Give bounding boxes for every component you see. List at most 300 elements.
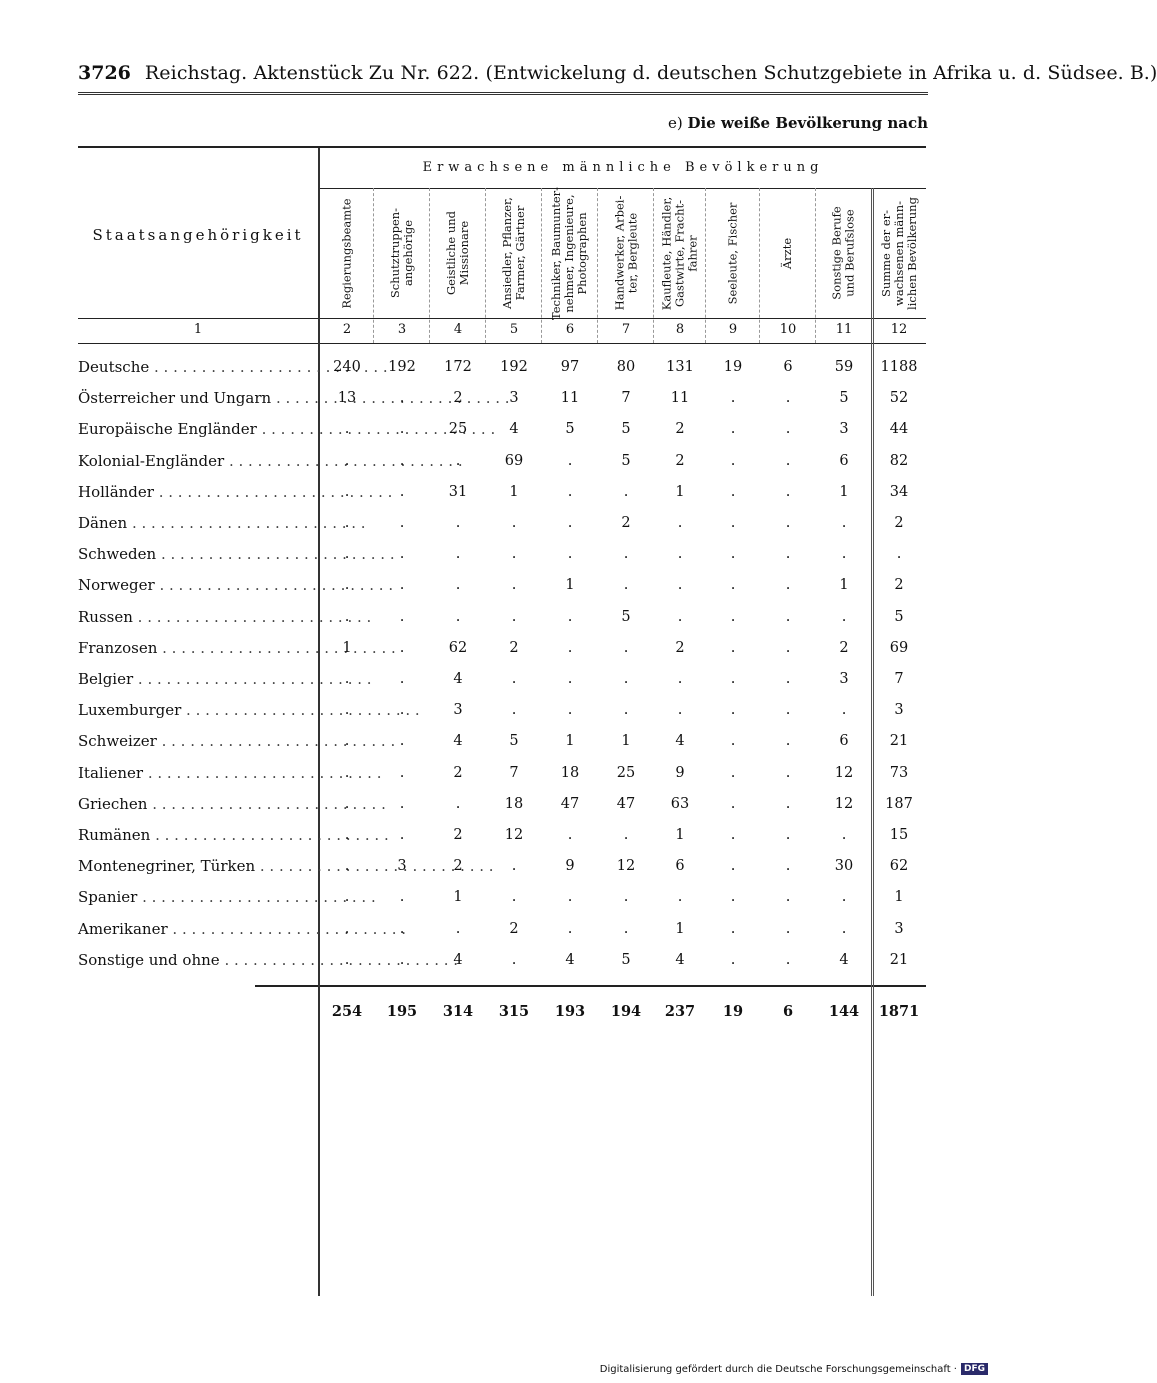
table-cell: . [399,920,405,937]
column-number: 3 [397,322,407,337]
table-cell: 1 [621,733,631,750]
table-cell: 6 [839,452,849,469]
table-row [0,607,1000,638]
row-label-text: Belgier [78,670,134,688]
table-cell: . [511,702,517,719]
row-label-text: Luxemburger [78,701,182,720]
row-label-text: Montenegriner, Türken [78,857,256,876]
column-heading [816,190,872,316]
column-number: 11 [835,322,853,337]
row-label-text: Schweizer [78,732,157,751]
table-cell: 18 [504,795,524,812]
row-label [78,357,308,377]
table-cell: . [896,546,902,563]
table-cell: . [785,889,791,906]
table-cell: . [567,483,573,500]
table-cell: 12 [616,858,636,875]
row-label [78,575,308,595]
table-cell: 2 [621,515,631,531]
table-cell: . [785,951,791,968]
table-cell: . [785,452,791,469]
table-cell: . [455,515,461,531]
total-cell: 237 [664,1003,696,1020]
table-cell: . [399,702,405,719]
table-cell: . [399,639,405,656]
column-heading [654,190,706,316]
table-row [0,513,1000,544]
dfg-logo: DFG [961,1363,988,1375]
table-cell: . [730,608,736,625]
table-row [0,669,1000,700]
table-cell: 4 [453,951,463,968]
table-cell: 4 [453,733,463,750]
column-divider [373,188,374,343]
table-cell: . [730,920,736,937]
table-cell: . [730,671,736,687]
table-cell: . [567,452,573,469]
table-row [0,544,1000,575]
page-number: 3726 [78,62,131,84]
table-cell: . [511,546,517,563]
table-cell: . [567,515,573,531]
group-heading: Erwachsene männliche Bevölkerung [422,160,824,175]
table-cell: . [677,889,683,906]
table-cell: . [399,764,405,781]
table-cell: 2 [453,764,463,781]
table-cell: . [785,608,791,625]
table-cell: . [785,764,791,781]
table-cell: . [399,421,405,438]
table-cell: 4 [509,421,519,438]
row-label-text: Franzosen [78,638,158,657]
table-row [0,700,1000,731]
table-cell: . [677,546,683,563]
table-cell: . [511,951,517,968]
table-cell: 69 [504,452,524,469]
column-number-rule [78,343,926,344]
row-label-text: Italiener [78,763,144,782]
table-cell: . [785,390,791,407]
table-row [0,731,1000,762]
table-cell: 2 [894,515,904,531]
table-cell: 4 [675,951,685,968]
row-label [78,482,308,502]
table-cell: 62 [448,639,468,656]
table-cell: . [730,452,736,469]
column-heading [320,190,374,316]
table-cell: 1 [839,577,849,594]
table-cell: . [841,546,847,563]
table-cell: 2 [894,577,904,594]
table-cell: . [730,889,736,906]
table-cell: . [785,733,791,750]
table-cell: 2 [675,421,685,438]
table-cell: . [455,795,461,812]
table-cell: 5 [839,390,849,407]
column-number: 6 [565,322,575,337]
table-cell: 59 [834,359,854,375]
row-label-text: Rumänen [78,826,151,844]
footer-text: Digitalisierung gefördert durch die Deutsche Forschungsgemeinschaft · [599,1363,957,1375]
table-top-rule [78,146,926,148]
table-cell: . [511,515,517,531]
column-heading [598,190,654,316]
table-cell: . [399,577,405,594]
table-cell: 21 [889,733,909,750]
row-label [78,419,308,439]
totals-rule [255,985,926,987]
table-cell: 4 [453,671,463,687]
table-cell: . [841,827,847,843]
row-label [78,763,308,783]
footer [600,1363,988,1375]
row-label [78,856,308,876]
table-cell: 69 [889,639,909,656]
table-cell: 1 [565,577,575,594]
table-cell: 19 [723,359,743,375]
table-cell: . [623,639,629,656]
column-number: 10 [779,322,797,337]
row-label [78,638,308,658]
table-cell: 63 [670,795,690,812]
table-cell: 31 [448,483,468,500]
column-heading [486,190,542,316]
row-label-text: Österreicher und Ungarn [78,389,272,408]
row-label [78,887,308,907]
table-cell: . [399,452,405,469]
table-cell: 5 [621,951,631,968]
table-cell: . [344,920,350,937]
total-cell: 254 [331,1003,363,1020]
column-heading-rule [78,318,926,319]
table-cell: . [677,608,683,625]
column-number: 12 [890,322,908,337]
table-cell: . [785,546,791,563]
table-row [0,357,1000,388]
table-cell: . [730,951,736,968]
row-label [78,825,308,845]
table-row [0,388,1000,419]
table-cell: . [677,702,683,719]
table-cell: . [785,795,791,812]
table-cell: 4 [839,951,849,968]
table-cell: 30 [834,858,854,875]
table-cell: . [344,671,350,687]
table-cell: 1188 [880,359,918,375]
table-cell: . [344,764,350,781]
table-cell: 1 [342,639,352,656]
table-cell: 5 [621,421,631,438]
column-number: 9 [728,322,738,337]
column-heading [872,190,926,316]
table-cell: . [455,452,461,469]
table-cell: . [344,483,350,500]
table-cell: 97 [560,359,580,375]
table-row [0,919,1000,950]
table-cell: 3 [839,421,849,438]
table-cell: . [730,795,736,812]
column-divider [541,188,542,343]
column-divider [871,188,874,1296]
table-cell: 18 [560,764,580,781]
table-row [0,638,1000,669]
table-cell: . [567,639,573,656]
column-divider [429,188,430,343]
column-number: 7 [621,322,631,337]
table-cell: 2 [839,639,849,656]
table-cell: 9 [565,858,575,875]
column-divider [815,188,816,343]
table-cell: . [841,889,847,906]
table-cell: 3 [453,702,463,719]
table-cell: 3 [894,920,904,937]
table-cell: . [344,702,350,719]
page-header [78,62,1157,90]
table-cell: . [567,546,573,563]
column-number: 5 [509,322,519,337]
table-cell: 34 [889,483,909,500]
table-cell: . [623,671,629,687]
row-label [78,731,308,751]
header-rule [78,92,928,95]
table-cell: 5 [509,733,519,750]
row-label [78,607,308,627]
column-number: 4 [453,322,463,337]
column-heading-text: Summe der er- wachsenen männ- lichen Bevölkerung [878,196,919,310]
table-cell: 2 [453,390,463,407]
table-cell: . [785,421,791,438]
row-label [78,950,308,970]
table-cell: 192 [388,359,416,375]
section-letter: e) [668,114,683,132]
table-cell: . [677,515,683,531]
table-cell: 47 [616,795,636,812]
row-label-text: Russen [78,607,133,626]
table-cell: 7 [894,671,904,687]
table-cell: 131 [666,359,694,375]
table-cell: . [399,671,405,687]
table-cell: 1 [894,889,904,906]
section-subtitle [668,114,928,132]
row-label [78,388,308,408]
column-heading-text: Regierungsbeamte [339,197,354,309]
table-cell: . [511,577,517,594]
column-heading-text: Schutztruppen- angehörige [388,207,416,299]
table-cell: 3 [397,858,407,875]
table-cell: . [344,858,350,875]
table-cell: . [785,577,791,594]
table-cell: . [730,390,736,407]
column-heading-text: Techniker, Baumunter- nehmer, Ingenieure, Photographen [549,186,590,320]
table-cell: . [567,608,573,625]
column-divider [653,188,654,343]
table-cell: . [399,889,405,906]
table-cell: . [344,951,350,968]
table-cell: . [399,951,405,968]
column-heading-text: Sonstige Berufe und Berufslose [830,206,857,300]
table-row [0,451,1000,482]
table-cell: 172 [444,359,472,375]
table-cell: 5 [894,608,904,625]
table-cell: 6 [839,733,849,750]
column-divider [705,188,706,343]
table-cell: . [344,577,350,594]
table-cell: . [841,608,847,625]
table-row [0,856,1000,887]
section-title: Die weiße Bevölkerung nach [687,114,928,132]
table-cell: . [455,577,461,594]
table-cell: . [730,702,736,719]
table-cell: . [785,858,791,875]
table-cell: . [511,671,517,687]
table-cell: . [344,546,350,563]
table-cell: 6 [675,858,685,875]
table-cell: 44 [889,421,909,438]
table-cell: . [567,920,573,937]
table-cell: . [730,858,736,875]
table-cell: 6 [783,359,793,375]
column-heading [430,190,486,316]
total-cell: 315 [498,1003,530,1020]
row-label [78,513,308,533]
running-title-suffix: B.) [1129,62,1157,84]
table-cell: . [455,608,461,625]
table-cell: . [841,920,847,937]
table-cell: . [623,889,629,906]
table-cell: . [730,546,736,563]
total-cell: 6 [782,1003,794,1020]
table-cell: . [785,515,791,531]
table-cell: 2 [675,639,685,656]
table-cell: 2 [453,827,463,843]
table-cell: . [399,515,405,531]
table-cell: 5 [565,421,575,438]
table-cell: . [399,390,405,407]
table-cell: . [567,889,573,906]
table-cell: 12 [834,764,854,781]
table-cell: 2 [675,452,685,469]
table-row [0,419,1000,450]
column-divider [485,188,486,343]
table-cell: . [785,483,791,500]
column-heading-text: Seeleute, Fischer [725,202,740,304]
table-cell: . [730,421,736,438]
table-cell: 12 [504,827,524,843]
table-cell: . [623,577,629,594]
table-row [0,482,1000,513]
table-cell: . [623,483,629,500]
table-cell: 5 [621,452,631,469]
table-cell: . [344,795,350,812]
table-cell: 3 [839,671,849,687]
table-cell: 25 [616,764,636,781]
table-cell: 187 [885,795,913,812]
column-heading [760,190,816,316]
row-label [78,794,308,814]
table-cell: . [511,889,517,906]
row-label [78,451,308,471]
row-label-text: Sonstige und ohne [78,950,220,969]
column-number: 8 [675,322,685,337]
table-row [0,887,1000,918]
table-cell: 1 [675,920,685,937]
column-heading-text: Geistliche und Missionare [444,210,472,296]
table-cell: 15 [889,827,909,843]
table-cell: . [785,639,791,656]
table-cell: . [677,577,683,594]
table-cell: . [841,702,847,719]
table-cell: 1 [675,827,685,843]
stub-heading: Staatsangehörigkeit [92,226,304,244]
table-cell: . [730,577,736,594]
table-cell: . [399,795,405,812]
row-label-text: Spanier [78,888,138,907]
table-cell: 73 [889,764,909,781]
table-cell: . [785,827,791,843]
table-cell: . [730,483,736,500]
row-label-text: Schweden [78,545,157,564]
table-cell: . [567,827,573,843]
column-number: 2 [342,322,352,337]
table-cell: . [511,608,517,625]
table-cell: 21 [889,951,909,968]
table-cell: 3 [509,390,519,407]
row-label [78,700,308,720]
table-cell: 9 [675,764,685,781]
column-heading-text: Ärzte [780,237,795,269]
table-cell: 2 [509,639,519,656]
table-cell: . [567,671,573,687]
table-cell: 13 [337,390,357,407]
row-label-text: Deutsche [78,358,150,376]
row-label-text: Griechen [78,794,148,813]
group-heading-rule [320,188,926,189]
row-label-text: Norweger [78,576,155,595]
table-cell: 47 [560,795,580,812]
table-cell: 1 [509,483,519,500]
table-cell: 11 [670,390,690,407]
total-cell: 144 [828,1003,860,1020]
table-cell: . [344,827,350,843]
table-cell: . [399,546,405,563]
column-heading [706,190,760,316]
row-label [78,544,308,564]
table-cell: . [455,546,461,563]
row-label [78,669,308,689]
table-cell: 11 [560,390,580,407]
table-cell: 1 [675,483,685,500]
table-cell: 62 [889,858,909,875]
column-heading [542,186,598,320]
table-cell: . [623,827,629,843]
column-heading [374,190,430,316]
table-cell: 192 [500,359,528,375]
column-divider [597,188,598,343]
table-cell: 1 [839,483,849,500]
table-cell: 2 [453,858,463,875]
table-cell: . [344,421,350,438]
row-label-text: Holländer [78,482,154,501]
total-cell: 194 [610,1003,642,1020]
table-cell: 1 [453,889,463,906]
column-heading-text: Kaufleute, Händler, Gastwirte, Fracht- fahrer [659,196,700,310]
table-cell: . [841,515,847,531]
row-label [78,919,308,939]
running-title: Reichstag. Aktenstück Zu Nr. 622. (Entwickelung d. deutschen Schutzgebiete in Afrika u. d. Südsee. [144,62,1124,84]
table-cell: . [623,702,629,719]
table-cell: . [785,702,791,719]
table-cell: 1 [565,733,575,750]
